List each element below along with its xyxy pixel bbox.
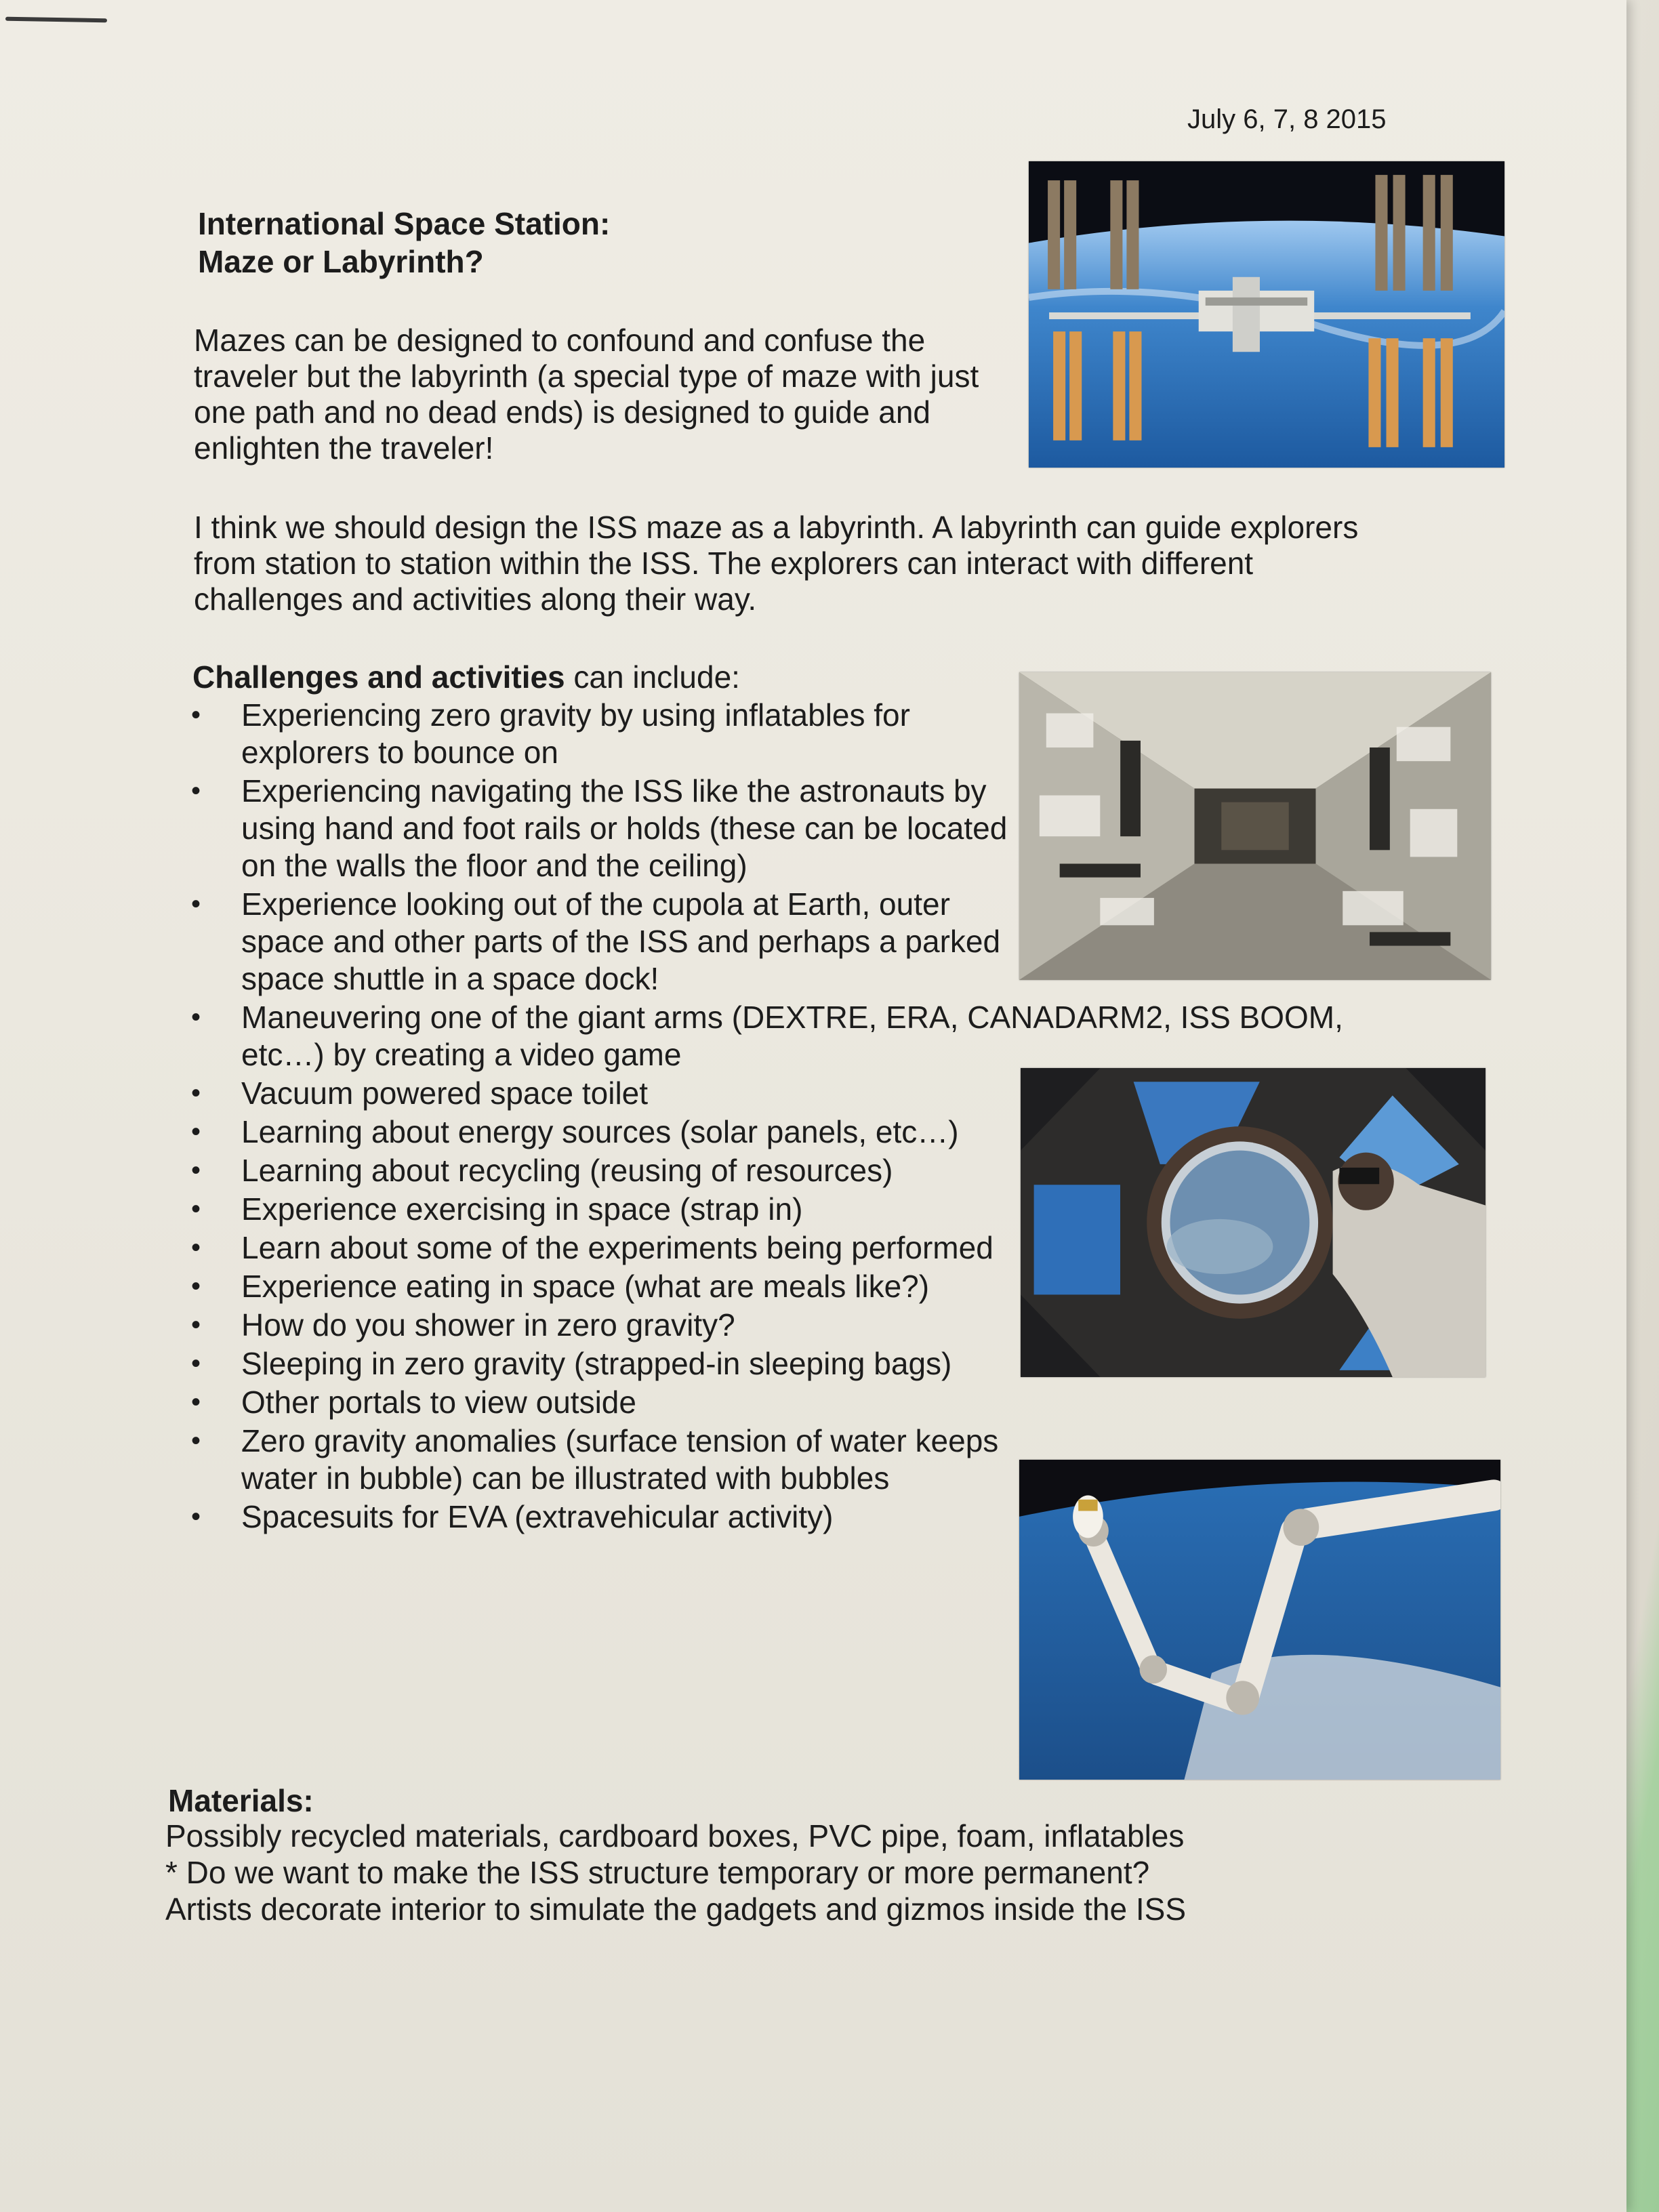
list-item: • Experience exercising in space (strap in) xyxy=(176,1191,1030,1228)
materials-line: Possibly recycled materials, cardboard boxes, PVC pipe, foam, inflatables xyxy=(165,1818,1185,1853)
list-item: • Experiencing zero gravity by using inflatables for explorers to bounce on xyxy=(176,697,1030,771)
list-item: • Learning about recycling (reusing of resources) xyxy=(176,1152,1030,1189)
list-item: • Experience looking out of the cupola at Earth, outer space and other parts of the ISS and perhaps a parked space shuttle in a space dock! xyxy=(176,886,1030,998)
document-date: July 6, 7, 8 2015 xyxy=(1187,104,1387,134)
proposal-paragraph: I think we should design the ISS maze as a labyrinth. A labyrinth can guide explorers from station to station within the ISS. The explorers can interact with different challenges and activities along their way. xyxy=(194,510,1359,617)
iss-interior-photo xyxy=(1019,672,1491,980)
materials-line: Artists decorate interior to simulate the gadgets and gizmos inside the ISS xyxy=(165,1891,1187,1927)
materials-line: * Do we want to make the ISS structure temporary or more permanent? xyxy=(165,1855,1150,1890)
materials-heading: Materials: xyxy=(168,1783,314,1818)
iss-exterior-photo xyxy=(1029,161,1504,468)
title-line-1: International Space Station: xyxy=(198,206,611,241)
challenges-heading-bold: Challenges and activities xyxy=(192,659,565,695)
title-line-2: Maze or Labyrinth? xyxy=(198,244,484,279)
list-item: • Sleeping in zero gravity (strapped-in sleeping bags) xyxy=(176,1345,1030,1382)
list-item: • How do you shower in zero gravity? xyxy=(176,1307,1030,1344)
list-item: • Learning about energy sources (solar panels, etc…) xyxy=(176,1113,1030,1151)
list-item: • Vacuum powered space toilet xyxy=(176,1075,1030,1112)
list-item: • Other portals to view outside xyxy=(176,1384,1030,1421)
cupola-window-photo xyxy=(1021,1068,1486,1377)
list-item: • Learn about some of the experiments being performed xyxy=(176,1229,1030,1267)
list-item: • Zero gravity anomalies (surface tension of water keeps water in bubble) can be illustrated with bubbles xyxy=(176,1422,1030,1497)
materials-block xyxy=(165,1818,1186,1927)
challenges-heading-suffix: can include: xyxy=(565,659,740,695)
robotic-arm-photo xyxy=(1019,1460,1500,1780)
intro-paragraph: Mazes can be designed to confound and confuse the traveler but the labyrinth (a special type of maze with just one path and no dead ends) is designed to guide and enlighten the traveler! xyxy=(194,323,979,466)
pencil-mark xyxy=(5,17,107,23)
document-title xyxy=(198,205,610,281)
challenges-list xyxy=(176,697,1343,1537)
challenges-heading xyxy=(192,659,740,695)
list-item: • Maneuvering one of the giant arms (DEXTRE, ERA, CANADARM2, ISS BOOM, etc…) by creating a video game xyxy=(176,999,1353,1073)
list-item: • Experiencing navigating the ISS like the astronauts by using hand and foot rails or holds (these can be located on the walls the floor and the ceiling) xyxy=(176,773,1030,884)
list-item: • Experience eating in space (what are meals like?) xyxy=(176,1268,1030,1305)
list-item: • Spacesuits for EVA (extravehicular activity) xyxy=(176,1498,1030,1536)
